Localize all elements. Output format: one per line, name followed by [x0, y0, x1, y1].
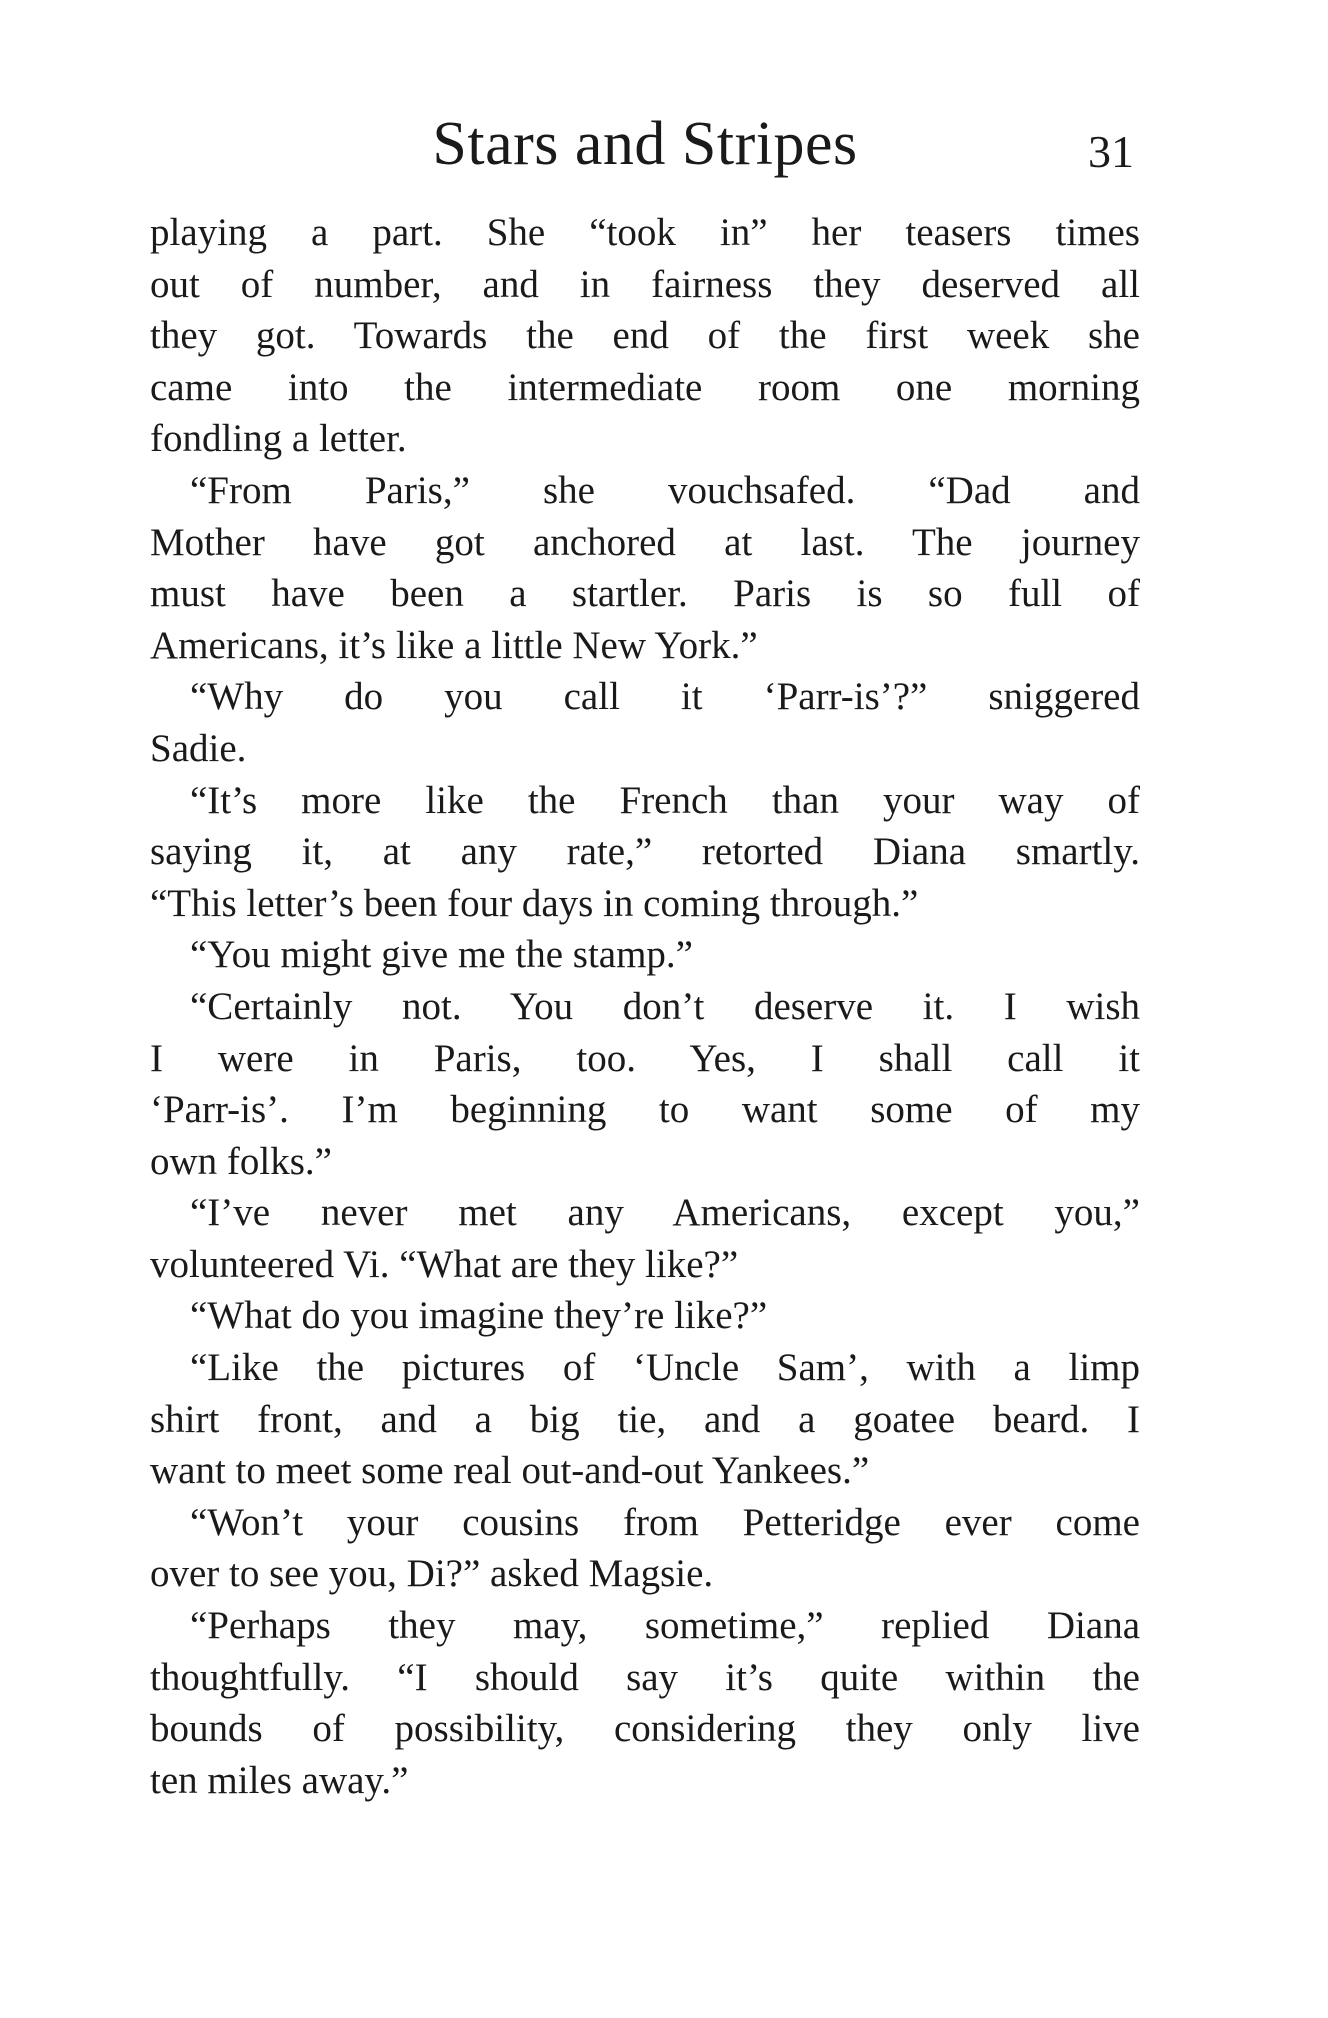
running-title: Stars and Stripes: [432, 110, 858, 178]
text-line: Sadie.: [150, 726, 247, 770]
text-line: ten miles away.”: [150, 1758, 409, 1802]
paragraph: [150, 929, 1140, 981]
text-line: over to see you, Di?” asked Magsie.: [150, 1552, 714, 1596]
text-line: Americans, it’s like a little New York.”: [150, 623, 758, 667]
paragraph: [150, 1187, 1140, 1290]
text-line: playing a part. She “took in” her teasers times: [150, 211, 1140, 254]
paragraph: [150, 1290, 1140, 1342]
text-line: I were in Paris, too. Yes, I shall call it: [150, 1036, 1140, 1080]
text-line: “What do you imagine they’re like?”: [190, 1294, 768, 1338]
text-line: came into the intermediate room one morning: [150, 365, 1140, 409]
paragraph: [150, 1497, 1140, 1600]
text-line: saying it, at any rate,” retorted Diana smartly.: [150, 830, 1140, 874]
paragraph: [150, 207, 1140, 465]
paragraph: [150, 1342, 1140, 1497]
text-line: shirt front, and a big tie, and a goatee beard. I: [150, 1397, 1140, 1441]
text-line: “It’s more like the French than your way of: [190, 778, 1140, 822]
text-line: volunteered Vi. “What are they like?”: [150, 1242, 739, 1286]
text-line: fondling a letter.: [150, 417, 407, 461]
text-line: “You might give me the stamp.”: [190, 933, 693, 977]
paragraph: [150, 981, 1140, 1187]
text-line: Mother have got anchored at last. The journey: [150, 520, 1140, 564]
text-line: “Like the pictures of ‘Uncle Sam’, with a limp: [190, 1346, 1140, 1390]
text-line: “Won’t your cousins from Petteridge ever come: [190, 1500, 1140, 1544]
text-line: out of number, and in fairness they deserved all: [150, 262, 1140, 306]
text-line: “I’ve never met any Americans, except you,”: [190, 1191, 1140, 1235]
text-line: “From Paris,” she vouchsafed. “Dad and: [190, 468, 1140, 512]
text-line: “Perhaps they may, sometime,” replied Diana: [190, 1604, 1140, 1648]
page-number: 31: [1088, 126, 1134, 177]
text-line: “Why do you call it ‘Parr-is’?” sniggered: [190, 675, 1140, 719]
text-line: they got. Towards the end of the first week she: [150, 314, 1140, 358]
paragraph: [150, 671, 1140, 774]
text-line: own folks.”: [150, 1139, 332, 1183]
text-line: “Certainly not. You don’t deserve it. I wish: [190, 984, 1140, 1028]
text-line: bounds of possibility, considering they only live: [150, 1707, 1140, 1751]
text-line: thoughtfully. “I should say it’s quite within the: [150, 1655, 1140, 1699]
text-line: ‘Parr-is’. I’m beginning to want some of my: [150, 1088, 1140, 1132]
running-header: [150, 108, 1140, 180]
paragraph: [150, 1600, 1140, 1806]
text-line: must have been a startler. Paris is so full of: [150, 572, 1140, 616]
text-line: “This letter’s been four days in coming through.”: [150, 881, 919, 925]
paragraph: [150, 775, 1140, 930]
paragraph: [150, 465, 1140, 671]
text-line: want to meet some real out-and-out Yankees.”: [150, 1449, 870, 1493]
body-text: [150, 207, 1140, 1806]
